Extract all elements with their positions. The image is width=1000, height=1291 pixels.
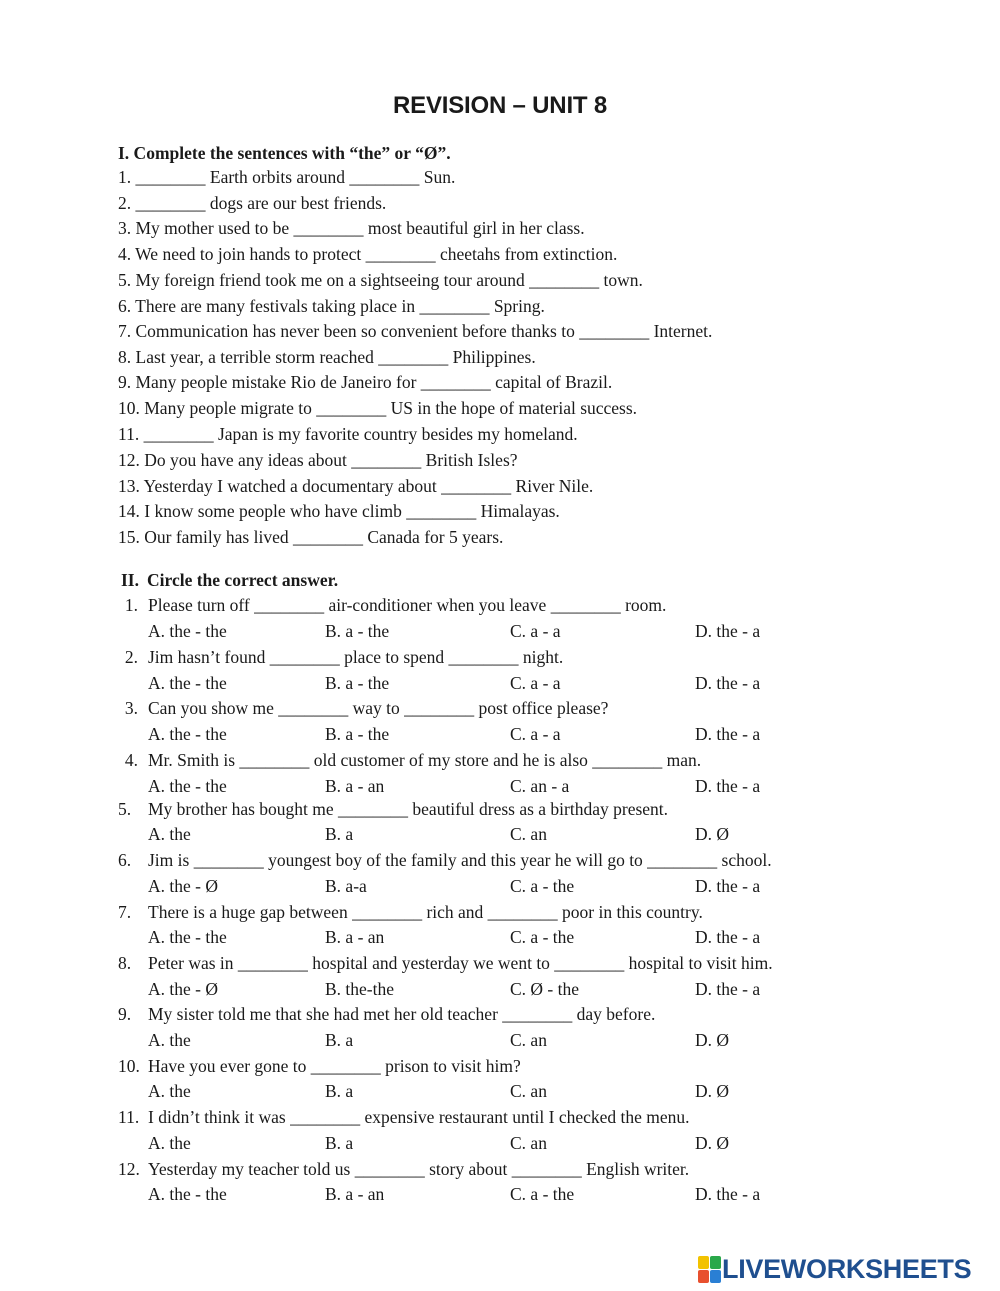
option-a[interactable]: A. the [148, 1081, 191, 1101]
option-d[interactable]: D. the - a [695, 1184, 761, 1204]
exercise-1-item: 9. Many people mistake Rio de Janeiro for ________ capital of Brazil. [118, 372, 613, 392]
option-c[interactable]: C. a - a [510, 724, 561, 744]
exercise-1-item: 11. ________ Japan is my favorite country besides my homeland. [118, 424, 578, 444]
option-c[interactable]: C. a - a [510, 621, 561, 641]
option-b[interactable]: B. a [325, 1081, 354, 1101]
section-1-heading: I. Complete the sentences with “the” or “Ø”. [118, 143, 451, 163]
exercise-1-item: 8. Last year, a terrible storm reached ________ Philippines. [118, 347, 536, 367]
option-c[interactable]: C. Ø - the [510, 979, 580, 999]
option-b[interactable]: B. a - an [325, 927, 385, 947]
option-b[interactable]: B. a - an [325, 1184, 385, 1204]
question-3 [118, 698, 608, 718]
option-b[interactable]: B. a - an [325, 776, 385, 796]
question-number: 3. [124, 698, 138, 718]
option-a[interactable]: A. the - Ø [148, 979, 218, 999]
question-number: 12. [118, 1159, 140, 1179]
question-7 [118, 902, 703, 922]
question-11 [118, 1107, 690, 1127]
option-c[interactable]: C. a - the [510, 1184, 575, 1204]
question-number: 2. [124, 647, 138, 667]
question-text: My brother has bought me ________ beautiful dress as a birthday present. [148, 799, 669, 819]
question-5 [118, 799, 668, 819]
option-a[interactable]: A. the - the [148, 1184, 227, 1204]
section-2-title: Circle the correct answer. [147, 570, 339, 590]
logo-text: LIVEWORKSHEETS [722, 1253, 972, 1284]
liveworksheets-logo-icon [698, 1256, 720, 1282]
question-text: My sister told me that she had met her old teacher ________ day before. [148, 1004, 656, 1024]
logo-square-green [710, 1256, 721, 1269]
question-number: 5. [118, 799, 132, 819]
question-text: Mr. Smith is ________ old customer of my store and he is also ________ man. [148, 750, 702, 770]
section-2-number: II. [121, 570, 139, 590]
option-c[interactable]: C. a - a [510, 673, 561, 693]
option-c[interactable]: C. a - the [510, 876, 575, 896]
exercise-1-item: 5. My foreign friend took me on a sightseeing tour around ________ town. [118, 270, 643, 290]
option-c[interactable]: C. an - a [510, 776, 570, 796]
option-d[interactable]: D. the - a [695, 621, 761, 641]
question-text: Peter was in ________ hospital and yesterday we went to ________ hospital to visit him. [148, 953, 773, 973]
option-c[interactable]: C. an [510, 824, 547, 844]
option-a[interactable]: A. the [148, 1133, 191, 1153]
option-a[interactable]: A. the - the [148, 621, 227, 641]
logo-square-orange [698, 1270, 709, 1283]
question-8 [118, 953, 773, 973]
question-number: 9. [118, 1004, 132, 1024]
option-b[interactable]: B. a-a [325, 876, 367, 896]
question-text: Yesterday my teacher told us ________ story about ________ English writer. [148, 1159, 690, 1179]
question-text: Have you ever gone to ________ prison to visit him? [148, 1056, 521, 1076]
question-number: 11. [118, 1107, 140, 1127]
question-number: 7. [118, 902, 132, 922]
question-number: 4. [124, 750, 138, 770]
exercise-1-item: 7. Communication has never been so convenient before thanks to ________ Internet. [118, 321, 713, 341]
question-1 [118, 595, 666, 615]
exercise-1-item: 15. Our family has lived ________ Canada for 5 years. [118, 527, 504, 547]
question-number: 6. [118, 850, 132, 870]
option-a[interactable]: A. the [148, 824, 191, 844]
option-a[interactable]: A. the - the [148, 724, 227, 744]
option-d[interactable]: D. Ø [695, 1030, 730, 1050]
option-b[interactable]: B. a - the [325, 673, 390, 693]
option-d[interactable]: D. Ø [695, 824, 730, 844]
question-10 [118, 1056, 521, 1076]
liveworksheets-logo [698, 1253, 971, 1285]
option-c[interactable]: C. a - the [510, 927, 575, 947]
question-text: Can you show me ________ way to ________ post office please? [148, 698, 609, 718]
option-a[interactable]: A. the - Ø [148, 876, 218, 896]
exercise-1-item: 10. Many people migrate to ________ US in the hope of material success. [118, 398, 638, 418]
exercise-1-item: 14. I know some people who have climb ________ Himalayas. [118, 501, 560, 521]
option-d[interactable]: D. the - a [695, 673, 761, 693]
exercise-1-item: 2. ________ dogs are our best friends. [118, 193, 387, 213]
exercise-1-item: 6. There are many festivals taking place in ________ Spring. [118, 296, 545, 316]
question-9 [118, 1004, 655, 1024]
option-a[interactable]: A. the - the [148, 927, 227, 947]
question-number: 8. [118, 953, 132, 973]
question-2 [118, 647, 563, 667]
option-b[interactable]: B. a [325, 824, 354, 844]
logo-square-blue [710, 1270, 721, 1283]
logo-square-yellow [698, 1256, 709, 1269]
question-text: Jim hasn’t found ________ place to spend ________ night. [148, 647, 564, 667]
option-d[interactable]: D. the - a [695, 979, 761, 999]
option-b[interactable]: B. a - the [325, 621, 390, 641]
option-d[interactable]: D. the - a [695, 876, 761, 896]
option-c[interactable]: C. an [510, 1081, 547, 1101]
option-d[interactable]: D. the - a [695, 724, 761, 744]
option-b[interactable]: B. a [325, 1030, 354, 1050]
option-d[interactable]: D. Ø [695, 1133, 730, 1153]
exercise-1-item: 12. Do you have any ideas about ________ British Isles? [118, 450, 518, 470]
option-c[interactable]: C. an [510, 1133, 547, 1153]
question-4 [118, 750, 701, 770]
question-number: 1. [124, 595, 138, 615]
exercise-1-item: 4. We need to join hands to protect ________ cheetahs from extinction. [118, 244, 618, 264]
exercise-1-item: 3. My mother used to be ________ most beautiful girl in her class. [118, 218, 585, 238]
exercise-1-item: 1. ________ Earth orbits around ________ Sun. [118, 167, 456, 187]
section-2-heading [121, 570, 338, 591]
option-d[interactable]: D. the - a [695, 927, 761, 947]
exercise-1-item: 13. Yesterday I watched a documentary about ________ River Nile. [118, 476, 594, 496]
question-text: There is a huge gap between ________ rich and ________ poor in this country. [148, 902, 703, 922]
option-a[interactable]: A. the [148, 1030, 191, 1050]
page-title: REVISION – UNIT 8 [393, 92, 607, 119]
option-b[interactable]: B. a - the [325, 724, 390, 744]
option-b[interactable]: B. a [325, 1133, 354, 1153]
question-text: Jim is ________ youngest boy of the family and this year he will go to ________ school. [148, 850, 772, 870]
question-text: I didn’t think it was ________ expensive restaurant until I checked the menu. [148, 1107, 690, 1127]
option-a[interactable]: A. the - the [148, 776, 227, 796]
question-6 [118, 850, 772, 870]
option-d[interactable]: D. the - a [695, 776, 761, 796]
question-text: Please turn off ________ air-conditioner when you leave ________ room. [148, 595, 667, 615]
option-a[interactable]: A. the - the [148, 673, 227, 693]
question-number: 10. [118, 1056, 140, 1076]
option-c[interactable]: C. an [510, 1030, 547, 1050]
option-b[interactable]: B. the-the [325, 979, 395, 999]
question-12 [118, 1159, 689, 1179]
option-d[interactable]: D. Ø [695, 1081, 730, 1101]
